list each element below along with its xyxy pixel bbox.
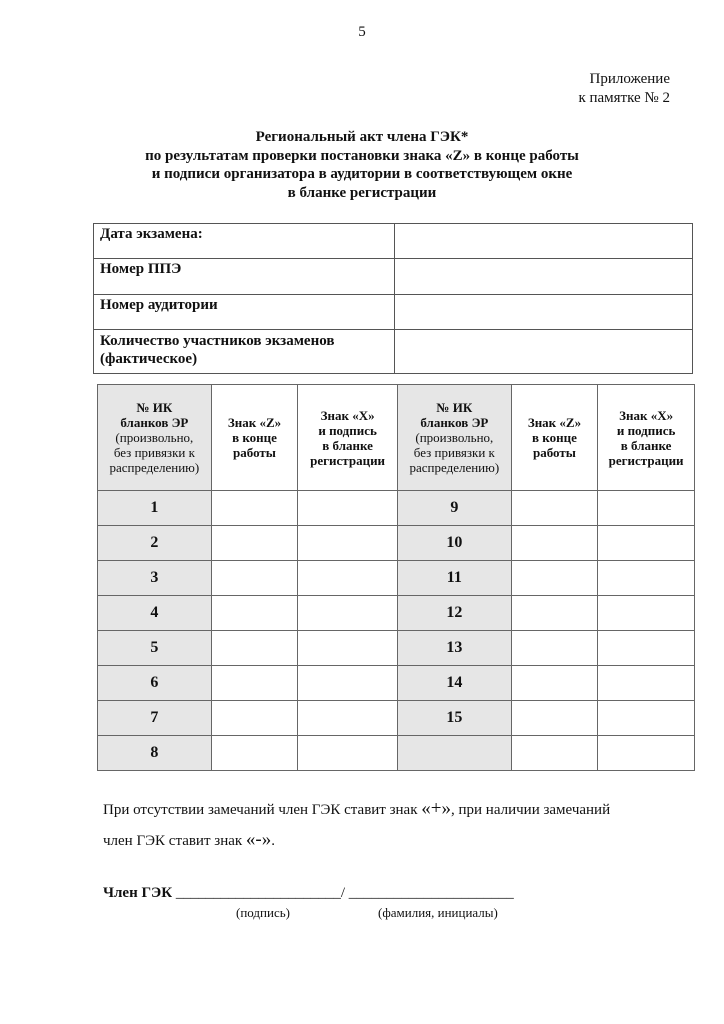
ik-number-right: 10: [397, 526, 511, 561]
ik-number-right: [397, 736, 511, 771]
ik-number-right: 14: [397, 666, 511, 701]
plus-sign: «+»: [421, 798, 451, 819]
x-mark-cell-right[interactable]: [598, 561, 695, 596]
page-number: 5: [358, 24, 366, 40]
z-mark-cell-left[interactable]: [211, 736, 298, 771]
check-grid: [97, 384, 695, 771]
header-z-2: в конце: [532, 430, 577, 445]
table-row: [98, 596, 695, 631]
header-ik-sub-1: (произвольно,: [415, 430, 494, 445]
name-caption: (фамилия, инициалы): [378, 905, 498, 920]
x-mark-cell-right[interactable]: [598, 526, 695, 561]
appendix-label: [540, 70, 670, 108]
z-mark-cell-right[interactable]: [511, 631, 598, 666]
table-row: [98, 666, 695, 701]
x-mark-cell-right[interactable]: [598, 491, 695, 526]
z-mark-cell-left[interactable]: [211, 666, 298, 701]
participants-label-line-1: Количество участников экзаменов: [100, 333, 335, 349]
z-mark-cell-left[interactable]: [211, 701, 298, 736]
table-row: [98, 736, 695, 771]
header-x-1: Знак «X»: [320, 407, 375, 423]
header-x-2: и подпись: [318, 422, 377, 438]
ik-number-right: 9: [397, 491, 511, 526]
header-x-4: регистрации: [310, 452, 386, 468]
header-ik-sub-3: распределению): [109, 460, 200, 475]
header-z-3: работы: [532, 445, 576, 460]
grid-header-row: [98, 385, 695, 491]
document-title: [60, 128, 664, 202]
z-mark-cell-right[interactable]: [511, 526, 598, 561]
participants-label: [94, 330, 395, 374]
z-mark-cell-right[interactable]: [511, 736, 598, 771]
x-mark-cell-left[interactable]: [298, 561, 398, 596]
x-mark-cell-left[interactable]: [298, 666, 398, 701]
table-row: [98, 561, 695, 596]
title-line-1: Региональный акт члена ГЭК*: [255, 129, 469, 145]
minus-sign: «-»: [245, 829, 272, 850]
z-mark-cell-left[interactable]: [211, 526, 298, 561]
x-mark-cell-right[interactable]: [598, 701, 695, 736]
x-mark-cell-left[interactable]: [298, 526, 398, 561]
table-row: [98, 701, 695, 736]
header-ik-title-1: № ИК: [136, 400, 173, 415]
info-row-participants: [94, 330, 693, 374]
header-x-4: регистрации: [608, 452, 684, 468]
header-z-left: [211, 385, 298, 491]
grid-body: [98, 491, 695, 771]
x-mark-cell-right[interactable]: [598, 666, 695, 701]
exam-date-label: Дата экзамена:: [94, 224, 395, 259]
header-x-1: Знак «X»: [619, 407, 674, 423]
z-mark-cell-right[interactable]: [511, 491, 598, 526]
signature-blank-lines[interactable]: ______________________/ ______________________: [172, 885, 514, 901]
header-x-right: [598, 385, 695, 491]
z-mark-cell-right[interactable]: [511, 666, 598, 701]
z-mark-cell-left[interactable]: [211, 491, 298, 526]
x-mark-cell-left[interactable]: [298, 736, 398, 771]
info-row-exam-date: [94, 224, 693, 259]
note-part-1: При отсутствии замечаний член ГЭК ставит знак: [103, 802, 422, 818]
note-part-4: .: [271, 833, 275, 849]
header-z-2: в конце: [232, 430, 277, 445]
info-row-room-number: [94, 295, 693, 330]
ik-number-left: 4: [98, 596, 212, 631]
header-ik-sub-1: (произвольно,: [115, 430, 194, 445]
header-x-3: в бланке: [620, 437, 672, 453]
appendix-line-2: к памятке № 2: [578, 90, 670, 106]
note-text: [103, 794, 703, 856]
participants-field[interactable]: [395, 330, 693, 374]
ik-number-left: 2: [98, 526, 212, 561]
ppe-number-label: Номер ППЭ: [94, 259, 395, 295]
x-mark-cell-right[interactable]: [598, 736, 695, 771]
ik-number-left: 5: [98, 631, 212, 666]
appendix-line-1: Приложение: [589, 71, 670, 87]
header-ik-title-1: № ИК: [436, 400, 473, 415]
header-z-1: Знак «Z»: [527, 415, 582, 430]
header-x-2: и подпись: [616, 422, 676, 438]
signature-caption: (подпись): [236, 905, 290, 920]
ik-number-left: 1: [98, 491, 212, 526]
header-ik-right: [397, 385, 511, 491]
header-z-right: [511, 385, 598, 491]
room-number-label: Номер аудитории: [94, 295, 395, 330]
x-mark-cell-left[interactable]: [298, 491, 398, 526]
x-mark-cell-right[interactable]: [598, 631, 695, 666]
table-row: [98, 631, 695, 666]
participants-label-line-2: (фактическое): [100, 351, 198, 367]
note-part-3: член ГЭК ставит знак: [103, 833, 246, 849]
title-line-2: по результатам проверки постановки знака «Z» в конце работы: [145, 147, 579, 164]
header-x-left: [298, 385, 398, 491]
ik-number-left: 8: [98, 736, 212, 771]
title-line-4: в бланке регистрации: [287, 184, 437, 201]
z-mark-cell-left[interactable]: [211, 631, 298, 666]
header-ik-sub-2: без привязки к: [113, 445, 195, 460]
header-x-3: в бланке: [322, 437, 373, 453]
table-row: [98, 491, 695, 526]
header-z-3: работы: [233, 445, 276, 460]
member-signature-line: [103, 885, 514, 902]
x-mark-cell-left[interactable]: [298, 631, 398, 666]
ik-number-right: 11: [397, 561, 511, 596]
info-row-ppe-number: [94, 259, 693, 295]
z-mark-cell-right[interactable]: [511, 701, 598, 736]
ik-number-left: 6: [98, 666, 212, 701]
x-mark-cell-left[interactable]: [298, 701, 398, 736]
header-ik-title-2: бланков ЭР: [120, 415, 189, 430]
z-mark-cell-right[interactable]: [511, 561, 598, 596]
header-ik-sub-3: распределению): [409, 460, 500, 475]
table-row: [98, 526, 695, 561]
ik-number-right: 13: [397, 631, 511, 666]
ik-number-left: 7: [98, 701, 212, 736]
header-ik-sub-2: без привязки к: [413, 445, 495, 460]
note-part-2: , при наличии замечаний: [450, 802, 611, 818]
member-label: Член ГЭК: [103, 885, 173, 901]
z-mark-cell-left[interactable]: [211, 561, 298, 596]
exam-date-field[interactable]: [395, 224, 693, 259]
note-line-1: [103, 794, 703, 825]
ik-number-left: 3: [98, 561, 212, 596]
x-mark-cell-left[interactable]: [298, 596, 398, 631]
ik-number-right: 15: [397, 701, 511, 736]
z-mark-cell-right[interactable]: [511, 596, 598, 631]
room-number-field[interactable]: [395, 295, 693, 330]
header-z-1: Знак «Z»: [227, 415, 282, 430]
note-line-2: [103, 825, 703, 856]
header-ik-left: [98, 385, 212, 491]
header-ik-title-2: бланков ЭР: [420, 415, 489, 430]
x-mark-cell-right[interactable]: [598, 596, 695, 631]
z-mark-cell-left[interactable]: [211, 596, 298, 631]
ppe-number-field[interactable]: [395, 259, 693, 295]
title-line-3: и подписи организатора в аудитории в соответствующем окне: [151, 166, 573, 182]
info-table: [93, 223, 693, 374]
ik-number-right: 12: [397, 596, 511, 631]
